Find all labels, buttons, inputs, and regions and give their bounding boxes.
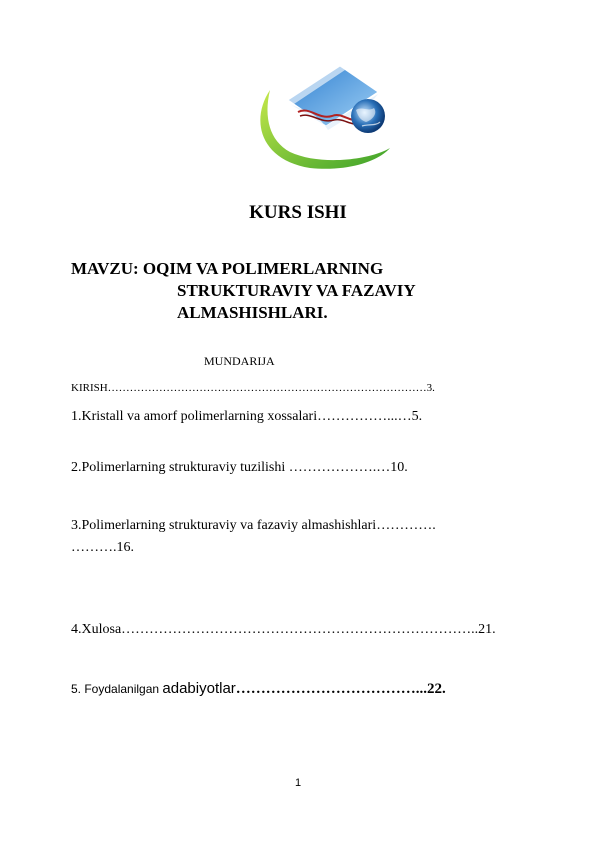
toc-entry-text: 3.Polimerlarning strukturaviy va fazaviy almashishlari………….	[71, 518, 436, 533]
toc-entry-2	[71, 460, 408, 476]
toc-entry-kirish	[71, 382, 435, 394]
toc-entry-text: KIRISH……………………………………………………………………………3.	[71, 382, 435, 394]
book-globe-logo	[250, 60, 402, 188]
topic-line-1: MAVZU: OQIM VA POLIMERLARNING	[71, 259, 384, 278]
toc-entry-text: 1.Kristall va amorf polimerlarning xossalari……………...…5.	[71, 409, 423, 424]
toc-entry-3	[71, 518, 436, 534]
toc-entry-suffix: ………………………………...22.	[235, 681, 446, 697]
topic-line-2: STRUKTURAVIY VA FAZAVIY	[177, 281, 416, 300]
toc-entry-prefix: 5. Foydalanilgan	[71, 682, 163, 696]
toc-entry-text: 2.Polimerlarning strukturaviy tuzilishi ……………….…10.	[71, 460, 408, 475]
contents-heading: MUNDARIJA	[204, 354, 275, 368]
toc-entry-3-continuation	[71, 540, 134, 556]
toc-entry-1	[71, 409, 422, 425]
toc-entry-5	[71, 680, 446, 698]
toc-entry-4	[71, 622, 496, 638]
topic-line-3: ALMASHISHLARI.	[177, 303, 328, 322]
document-title: KURS ISHI	[249, 202, 347, 223]
page-number: 1	[294, 777, 302, 789]
toc-entry-text: ……….16.	[71, 540, 134, 555]
toc-entry-text: 4.Xulosa…………………………………………………………………..21.	[71, 622, 496, 637]
toc-entry-word: adabiyotlar	[162, 680, 236, 697]
